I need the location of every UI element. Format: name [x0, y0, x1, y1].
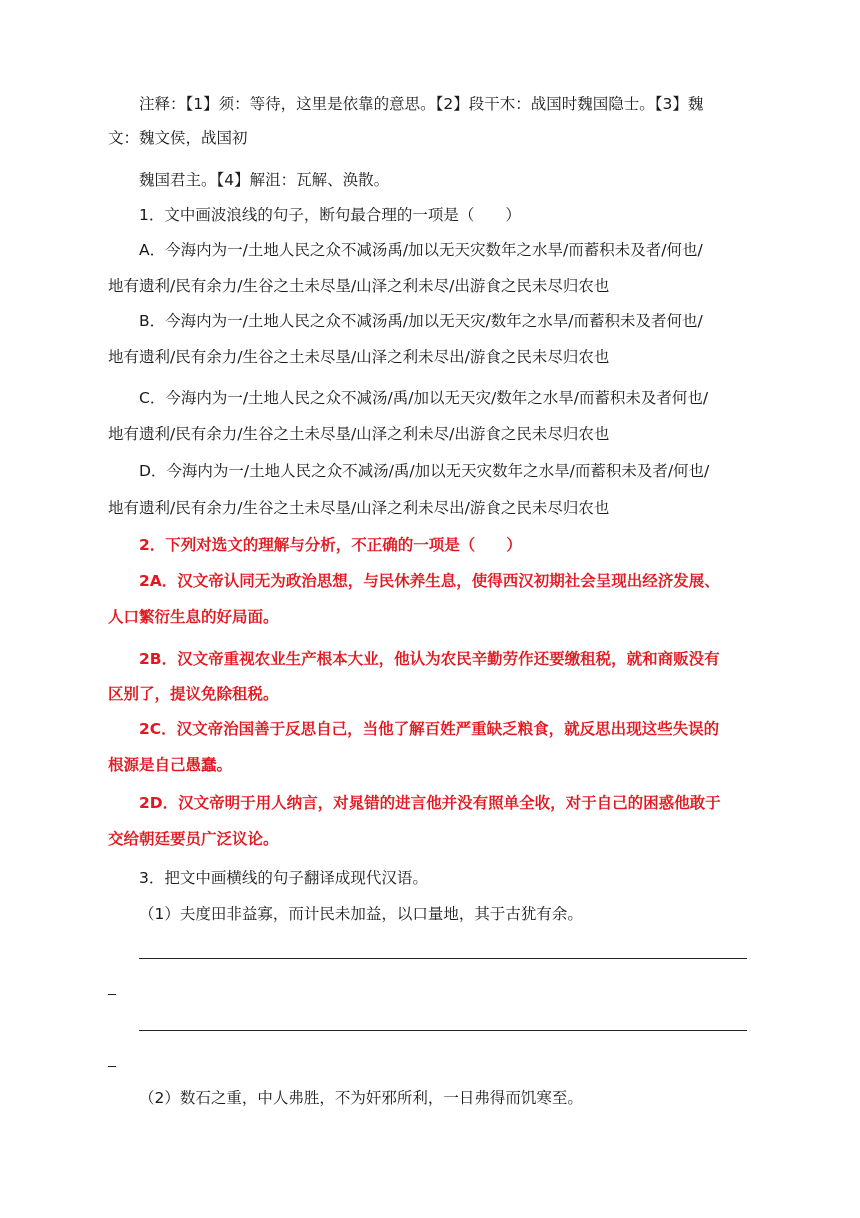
- q1-option-a-line-1: A．今海内为一/土地人民之众不减汤禹/加以无天灾数年之水旱/而蓄积未及者/何也/: [139, 241, 703, 259]
- q1-option-d-line-1: D．今海内为一/土地人民之众不减汤/禹/加以无天灾数年之水旱/而蓄积未及者/何也/: [139, 462, 710, 480]
- q3-sentence-2: （2）数石之重，中人弗胜，不为奸邪所利，一日弗得而饥寒至。: [139, 1089, 583, 1107]
- q1-option-d-line-2: 地有遗利/民有余力/生谷之土未尽垦/山泽之利未尽出/游食之民未尽归农也: [108, 499, 610, 517]
- q2-option-c-line-2: 根源是自己愚蠢。: [108, 756, 233, 774]
- q2-option-d-line-2: 交给朝廷要员广泛议论。: [108, 830, 279, 848]
- q1-option-c-line-2: 地有遗利/民有余力/生谷之土未尽垦/山泽之利未尽/出游食之民未尽归农也: [108, 425, 610, 443]
- annotation-line-3: 魏国君主。【4】解沮：瓦解、涣散。: [139, 171, 390, 189]
- answer-line-2[interactable]: [139, 1030, 747, 1031]
- q2-option-a-line-2: 人口繁衍生息的好局面。: [108, 608, 279, 626]
- q1-option-a-line-2: 地有遗利/民有余力/生谷之土未尽垦/山泽之利未尽/出游食之民未尽归农也: [108, 277, 610, 295]
- q1-option-c-line-1: C．今海内为一/土地人民之众不减汤/禹/加以无天灾/数年之水旱/而蓄积未及者何也/: [139, 389, 709, 407]
- answer-line-2-tail: [108, 1066, 116, 1067]
- q1-option-b-line-2: 地有遗利/民有余力/生谷之土未尽垦/山泽之利未尽出/游食之民未尽归农也: [108, 348, 610, 366]
- q2-option-b-line-2: 区别了，提议免除租税。: [108, 685, 279, 703]
- q2-option-b-line-1: 2B．汉文帝重视农业生产根本大业，他认为农民辛勤劳作还要缴租税，就和商贩没有: [139, 650, 720, 668]
- q2-option-c-line-1: 2C．汉文帝治国善于反思自己，当他了解百姓严重缺乏粮食，就反思出现这些失误的: [139, 720, 720, 738]
- q2-option-d-line-1: 2D．汉文帝明于用人纳言，对晁错的进言他并没有照单全收，对于自己的困惑他敢于: [139, 794, 721, 812]
- question-3-stem: 3．把文中画横线的句子翻译成现代汉语。: [139, 869, 428, 887]
- q3-sentence-1: （1）夫度田非益寡，而计民未加益，以口量地，其于古犹有余。: [139, 905, 583, 923]
- annotation-line-1: 注释：【1】须：等待，这里是依靠的意思。【2】段干木：战国时魏国隐士。【3】魏: [139, 95, 704, 113]
- q1-option-b-line-1: B．今海内为一/土地人民之众不减汤禹/加以无天灾/数年之水旱/而蓄积未及者何也/: [139, 312, 703, 330]
- answer-line-1-tail: [108, 994, 116, 995]
- question-2-stem: 2．下列对选文的理解与分析，不正确的一项是（ ）: [139, 536, 522, 554]
- question-1-stem: 1．文中画波浪线的句子，断句最合理的一项是（ ）: [139, 206, 521, 224]
- annotation-line-2: 文：魏文侯，战国初: [108, 129, 248, 147]
- answer-line-1[interactable]: [139, 958, 747, 959]
- q2-option-a-line-1: 2A．汉文帝认同无为政治思想，与民休养生息，使得西汉初期社会呈现出经济发展、: [139, 572, 720, 590]
